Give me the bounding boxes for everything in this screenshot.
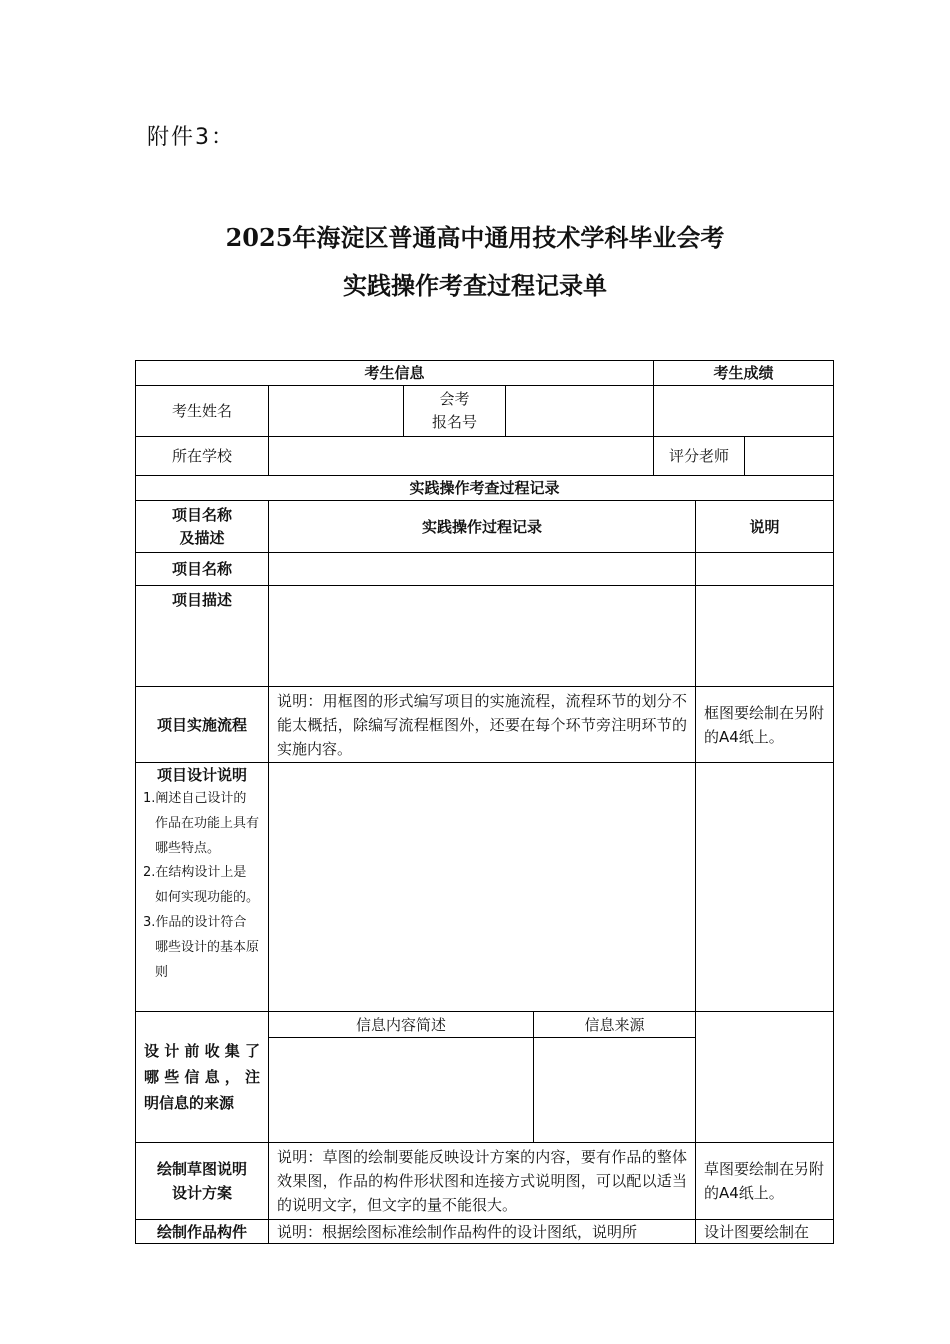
info-source-field[interactable] — [534, 1038, 695, 1142]
section-title: 实践操作考查过程记录 — [409, 479, 560, 497]
table-border-right — [833, 360, 834, 1244]
info-source-header: 信息来源 — [584, 1015, 645, 1034]
row-flow: 项目实施流程 — [156, 715, 247, 734]
col-notes-header: 说明 — [749, 517, 780, 536]
col-process-header: 实践操作过程记录 — [421, 517, 542, 536]
parts-instruction: 说明：根据绘图标准绘制作品构件的设计图纸，说明所 — [277, 1222, 638, 1241]
col-project-line1: 项目名称 — [171, 505, 232, 524]
design-items-list — [143, 787, 259, 985]
col-project-header — [136, 501, 268, 552]
row-sketch-line2: 设计方案 — [171, 1184, 232, 1202]
row-parts: 绘制作品构件 — [156, 1222, 247, 1241]
document-title: 2025年海淀区普通高中通用技术学科毕业会考 — [225, 223, 725, 252]
sketch-note: 草图要绘制在另附的A4纸上。 — [704, 1160, 825, 1202]
col-project-line2: 及描述 — [179, 528, 225, 547]
name-field[interactable] — [269, 386, 403, 436]
exam-id-field[interactable] — [506, 386, 653, 436]
grader-label: 评分老师 — [668, 447, 729, 465]
row-design: 项目设计说明 — [156, 766, 247, 784]
info-content-field[interactable] — [269, 1038, 533, 1142]
row-info-line1: 设计前收集了 — [144, 1042, 260, 1060]
design-note[interactable] — [696, 763, 833, 1011]
project-desc-field[interactable] — [269, 586, 695, 686]
flow-instruction: 说明：用框图的形式编写项目的实施流程，流程环节的划分不能太概括，除编写流程框图外，还要在每个环节旁注明环节的实施内容。 — [277, 691, 687, 758]
exam-id-label-line2: 报名号 — [431, 413, 477, 431]
header-score: 考生成绩 — [713, 364, 774, 382]
sketch-instruction: 说明：草图的绘制要能反映设计方案的内容，要有作品的整体效果图，作品的构件形状图和连接方式说明图，可以配以适当的说明文字，但文字的量不能很大。 — [277, 1148, 687, 1214]
exam-id-label — [404, 386, 505, 436]
attachment-label: 附件3： — [147, 125, 235, 150]
school-label: 所在学校 — [171, 447, 232, 465]
project-desc-note[interactable] — [696, 586, 833, 686]
design-item: 2.在结构设计上是如何实现功能的。 — [143, 865, 260, 906]
row-project-desc: 项目描述 — [171, 591, 232, 609]
design-field[interactable] — [269, 763, 695, 1011]
header-student-info: 考生信息 — [364, 364, 425, 382]
design-item: 1.阐述自己设计的作品在功能上具有哪些特点。 — [143, 791, 260, 856]
project-name-field[interactable] — [269, 553, 695, 585]
row-info — [136, 1012, 268, 1142]
info-content-header: 信息内容简述 — [355, 1015, 446, 1034]
school-field[interactable] — [269, 437, 653, 475]
project-name-note[interactable] — [696, 553, 833, 585]
exam-id-label-line1: 会考 — [439, 390, 470, 408]
design-item: 3.作品的设计符合哪些设计的基本原则 — [143, 914, 260, 980]
row-info-line2: 哪些信息，注 — [144, 1068, 260, 1086]
name-label: 考生姓名 — [171, 402, 232, 420]
row-sketch — [136, 1143, 268, 1219]
info-note[interactable] — [696, 1012, 833, 1142]
grader-field[interactable] — [745, 437, 833, 475]
row-info-line3: 明信息的来源 — [144, 1094, 235, 1112]
row-project-name: 项目名称 — [171, 560, 232, 578]
parts-note: 设计图要绘制在 — [704, 1222, 810, 1241]
flow-note: 框图要绘制在另附的A4纸上。 — [704, 703, 825, 746]
row-sketch-line1: 绘制草图说明 — [156, 1160, 247, 1178]
document-subtitle: 实践操作考查过程记录单 — [343, 271, 607, 300]
